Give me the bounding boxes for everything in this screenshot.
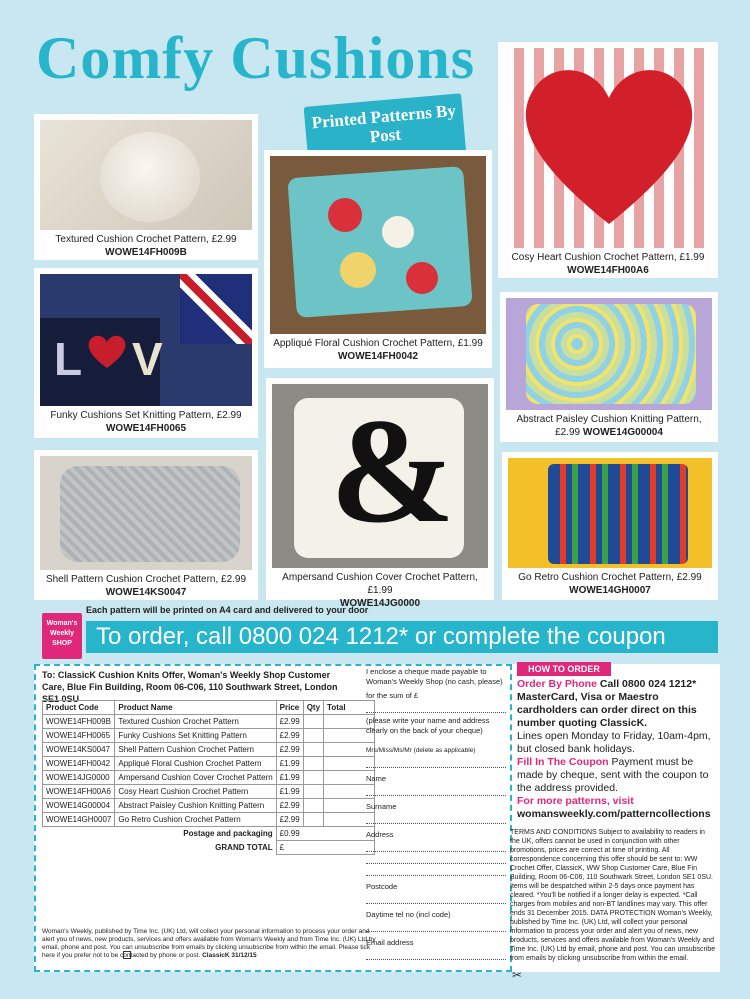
product-photo — [40, 120, 252, 230]
qty-input[interactable] — [303, 729, 323, 743]
grand-total-row: GRAND TOTAL £ — [43, 841, 375, 855]
line — [366, 756, 506, 768]
coupon-text: Payment must be made by cheque, sent with the coupon to the address provided. — [517, 756, 709, 794]
line — [366, 892, 506, 904]
printed-patterns-badge: Printed Patterns By Post — [304, 93, 467, 169]
code-ref: ClassicK 31/12/15 — [202, 952, 257, 959]
disclaimer — [42, 928, 382, 960]
qty-input[interactable] — [303, 757, 323, 771]
product-photo: & — [272, 384, 488, 568]
cheque-section — [366, 667, 506, 960]
surname-field[interactable]: Surname — [366, 802, 397, 811]
qty-input[interactable] — [303, 743, 323, 757]
product-card-funky — [34, 268, 258, 438]
how-to-order-text — [517, 678, 713, 821]
qty-input[interactable] — [303, 715, 323, 729]
product-card-textured — [34, 114, 258, 260]
product-photo — [40, 456, 252, 570]
line — [366, 864, 506, 876]
product-caption: Cosy Heart Cushion Crochet Pattern, £1.99 WOWE14FH00A6 — [511, 252, 705, 276]
product-card-heart — [498, 42, 718, 278]
line — [366, 784, 506, 796]
table-row: WOWE14G00004 Abstract Paisley Cushion Knitting Pattern £2.99 — [43, 799, 375, 813]
product-caption: Textured Cushion Crochet Pattern, £2.99 WOWE14FH009B — [55, 234, 237, 258]
name-field[interactable]: Name — [366, 774, 387, 783]
product-photo — [504, 48, 712, 248]
product-card-floral — [264, 150, 492, 368]
product-card-retro — [502, 452, 718, 600]
product-photo — [508, 458, 712, 568]
title-field[interactable]: Mrs/Miss/Ms/Mr (delete as applicable) — [366, 747, 476, 754]
product-caption: Abstract Paisley Cushion Knitting Pattern, £2.99 WOWE14G00004 — [516, 414, 702, 438]
terms: TERMS AND CONDITIONS Subject to availability to readers in the UK, offers cannot be used in conjunction with other promotions, prices are correct at time of printing. All correspondence concerning this offer should be sent to: WW Crochet Offer, ClassicK, WW Shop Customer Care, Blue Fin Building, Room 06-C06, 110 Southwark Street, London SE1 0SU. Items will be despatched within 2-5 days once payment has cleared. *You'll be notified if a longer delay is expected. *Call charges from mobiles and non-BT landlines may vary. This offer ends 31 December 2015. DATA PROTECTION Woman's Weekly, published by Time Inc. (UK) Ltd, will collect your personal information to process your order and alert you of news, new products, services and offers available from Woman's Weekly and Time Inc. (UK) Ltd by email, phone and post. You can unsubscribe from emails by clicking unsubscribe from within the email. — [510, 829, 716, 962]
product-photo: L V — [40, 274, 252, 406]
product-card-paisley — [500, 292, 718, 442]
write-name-note: (please write your name and address clearly on the back of your cheque) — [366, 716, 490, 735]
order-table — [42, 700, 375, 855]
line — [366, 948, 506, 960]
more-patterns: For more patterns, visit — [517, 795, 634, 807]
print-note: Each pattern will be printed on A4 card and delivered to your door — [86, 605, 369, 615]
phone-text: Call 0800 024 1212* MasterCard, Visa or Maestro cardholders can order direct on this number quoting ClassicK. — [517, 678, 697, 729]
product-caption: Appliqué Floral Cushion Crochet Pattern, £1.99 WOWE14FH0042 — [273, 338, 483, 362]
line — [366, 852, 506, 864]
qty-input[interactable] — [303, 771, 323, 785]
grand-total-input[interactable]: £ — [276, 841, 374, 855]
cheque-text: I enclose a cheque made payable to Woman's Weekly Shop (no cash, please) — [366, 667, 503, 686]
table-row: WOWE14FH0042 Appliqué Floral Cushion Crochet Pattern £1.99 — [43, 757, 375, 771]
col-header: Price — [276, 701, 303, 715]
table-row: WOWE14KS0047 Shell Pattern Cushion Crochet Pattern £2.99 — [43, 743, 375, 757]
line — [366, 812, 506, 824]
table-row: WOWE14FH00A6 Cosy Heart Cushion Crochet Pattern £1.99 — [43, 785, 375, 799]
qty-input[interactable] — [303, 799, 323, 813]
qty-input[interactable] — [303, 785, 323, 799]
page-title: Comfy Cushions — [36, 25, 476, 91]
product-caption: Go Retro Cushion Crochet Pattern, £2.99 WOWE14GH0007 — [518, 572, 702, 596]
product-caption: Funky Cushions Set Knitting Pattern, £2.99 WOWE14FH0065 — [50, 410, 242, 434]
disclaimer-text: Woman's Weekly, published by Time Inc. (UK) Ltd, will collect your personal information to process your order and alert you of news, new products, services and offers available from Woman's Weekly and from Time Inc. (UK) Ltd by email, phone and post. You can unsubscribe from emails by clicking unsubscribe from within the email. Please tick here if you prefer not to be contacted by phone or post. — [42, 928, 376, 959]
product-caption: Shell Pattern Cushion Crochet Pattern, £2.99 WOWE14KS0047 — [45, 574, 247, 598]
table-row: WOWE14FH009B Textured Cushion Crochet Pattern £2.99 — [43, 715, 375, 729]
shop-logo: Woman's Weekly SHOP — [42, 613, 82, 659]
website-link[interactable]: womansweekly.com/patterncollections — [517, 808, 711, 820]
line — [366, 701, 506, 713]
col-header: Product Name — [115, 701, 276, 715]
opt-out-checkbox[interactable] — [123, 951, 131, 959]
address-field[interactable]: Address — [366, 830, 394, 839]
line — [366, 840, 506, 852]
postcode-field[interactable]: Postcode — [366, 882, 398, 891]
order-banner: To order, call 0800 024 1212* or complete the coupon — [86, 621, 718, 653]
product-photo — [506, 298, 712, 410]
product-photo — [270, 156, 486, 334]
sum-field[interactable]: for the sum of £ — [366, 691, 419, 700]
table-row: WOWE14GH0007 Go Retro Cushion Crochet Pattern £2.99 — [43, 813, 375, 827]
coupon-address: To: ClassicK Cushion Knits Offer, Woman's Weekly Shop Customer Care, Blue Fin Building, Room 06-C06, 110 Southwark Street, London SE1 0SU — [42, 670, 338, 704]
postage-row: Postage and packaging £0.99 — [43, 827, 375, 841]
hours: Lines open Monday to Friday, 10am-4pm, but closed bank holidays. — [517, 730, 711, 755]
how-to-order-badge: HOW TO ORDER — [517, 662, 611, 676]
email-field[interactable]: Email address — [366, 938, 414, 947]
table-row: WOWE14FH0065 Funky Cushions Set Knitting Pattern £2.99 — [43, 729, 375, 743]
col-header: Total — [324, 701, 375, 715]
product-caption: Ampersand Cushion Cover Crochet Pattern, £1.99 WOWE14JG0000 — [282, 572, 478, 609]
product-card-ampersand — [266, 378, 494, 609]
scissors-icon: ✂ — [512, 968, 523, 982]
table-row: WOWE14JG0000 Ampersand Cushion Cover Crochet Pattern £1.99 — [43, 771, 375, 785]
line — [366, 920, 506, 932]
tel-field[interactable]: Daytime tel no (incl code) — [366, 910, 451, 919]
qty-input[interactable] — [303, 813, 323, 827]
phone-lead: Order By Phone — [517, 678, 597, 690]
col-header: Qty — [303, 701, 323, 715]
product-card-shell — [34, 450, 258, 600]
col-header: Product Code — [43, 701, 115, 715]
coupon-lead: Fill In The Coupon — [517, 756, 609, 768]
